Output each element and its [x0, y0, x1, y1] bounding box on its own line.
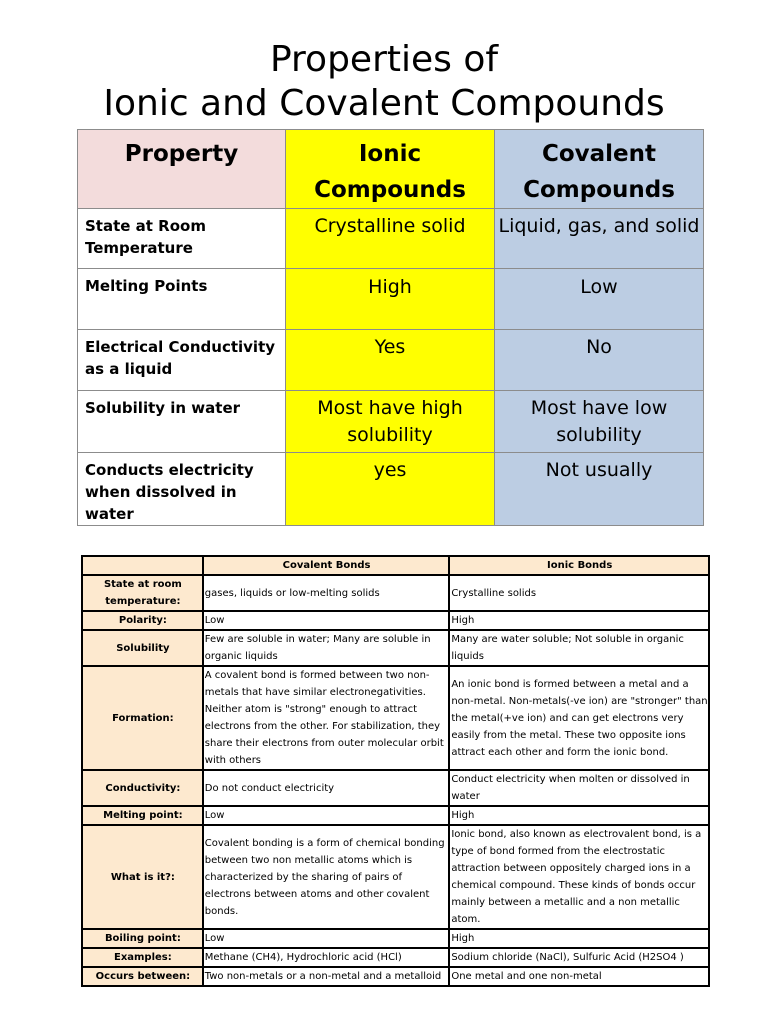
ionic-cell: Ionic bond, also known as electrovalent bond, is a type of bond formed from the electrostatic attraction between oppositely charged ions in a chemical compound. These kinds of bonds occur mainly between a metallic and a non metallic atom.: [449, 825, 709, 929]
header-covalent-line-2: Compounds: [523, 177, 675, 203]
row-label: Polarity:: [82, 611, 203, 630]
table-row: [82, 575, 709, 611]
covalent-cell: Low: [495, 269, 704, 330]
covalent-cell: Liquid, gas, and solid: [495, 209, 704, 269]
ionic-cell: Sodium chloride (NaCl), Sulfuric Acid (H2SO4 ): [449, 948, 709, 967]
table-row: [82, 611, 709, 630]
row-label: What is it?:: [82, 825, 203, 929]
property-cell: Melting Points: [78, 269, 286, 330]
header-covalent-line-1: Covalent: [541, 141, 657, 167]
table-row: [82, 630, 709, 666]
header-covalent-bonds: Covalent Bonds: [203, 556, 450, 575]
bonds-header-row: [82, 556, 709, 575]
covalent-cell: gases, liquids or low-melting solids: [203, 575, 450, 611]
covalent-cell: Do not conduct electricity: [203, 770, 450, 806]
ionic-cell: High: [449, 611, 709, 630]
bonds-table: [81, 555, 710, 987]
header-ionic-line-2: Compounds: [314, 177, 466, 203]
covalent-cell: Low: [203, 611, 450, 630]
table-row: [78, 330, 704, 391]
ionic-cell: Crystalline solid: [286, 209, 495, 269]
property-cell: Conducts electricity when dissolved in water: [78, 453, 286, 526]
title-line-2: Ionic and Covalent Compounds: [103, 83, 665, 124]
properties-table: [77, 129, 704, 526]
covalent-cell: Low: [203, 929, 450, 948]
covalent-cell: Methane (CH4), Hydrochloric acid (HCl): [203, 948, 450, 967]
ionic-cell: Conduct electricity when molten or dissolved in water: [449, 770, 709, 806]
covalent-cell: Few are soluble in water; Many are soluble in organic liquids: [203, 630, 450, 666]
page-title: [0, 38, 768, 126]
property-cell: Electrical Conductivity as a liquid: [78, 330, 286, 391]
covalent-cell: Most have low solubility: [495, 391, 704, 453]
header-blank: [82, 556, 203, 575]
row-label: Boiling point:: [82, 929, 203, 948]
header-ionic-compounds: [286, 130, 495, 209]
ionic-cell: High: [449, 806, 709, 825]
header-property: Property: [78, 130, 286, 209]
covalent-cell: Covalent bonding is a form of chemical bonding between two non metallic atoms which is characterized by the sharing of pairs of electrons between atoms and other covalent bonds.: [203, 825, 450, 929]
table-row: [78, 269, 704, 330]
ionic-cell: Crystalline solids: [449, 575, 709, 611]
row-label: Occurs between:: [82, 967, 203, 986]
table-row: [82, 948, 709, 967]
row-label: State at room temperature:: [82, 575, 203, 611]
table-row: [78, 453, 704, 526]
ionic-cell: One metal and one non-metal: [449, 967, 709, 986]
covalent-cell: Not usually: [495, 453, 704, 526]
row-label: Conductivity:: [82, 770, 203, 806]
table-row: [82, 806, 709, 825]
table-row: [78, 209, 704, 269]
row-label: Formation:: [82, 666, 203, 770]
table-row: [82, 967, 709, 986]
row-label: Melting point:: [82, 806, 203, 825]
ionic-cell: Yes: [286, 330, 495, 391]
ionic-cell: An ionic bond is formed between a metal and a non-metal. Non-metals(-ve ion) are "stronger" than the metal(+ve ion) and can get electrons very easily from the metal. These two opposite ions attract each other and form the ionic bond.: [449, 666, 709, 770]
property-cell: State at Room Temperature: [78, 209, 286, 269]
row-label: Solubility: [82, 630, 203, 666]
properties-header-row: [78, 130, 704, 209]
property-cell: Solubility in water: [78, 391, 286, 453]
title-line-1: Properties of: [269, 39, 499, 80]
covalent-cell: A covalent bond is formed between two non-metals that have similar electronegativities. Neither atom is "strong" enough to attract electrons from the other. For stabilization, they share their electrons from outer molecular orbit with others: [203, 666, 450, 770]
table-row: [82, 825, 709, 929]
table-row: [78, 391, 704, 453]
ionic-cell: Many are water soluble; Not soluble in organic liquids: [449, 630, 709, 666]
ionic-cell: Most have high solubility: [286, 391, 495, 453]
table-row: [82, 929, 709, 948]
table-row: [82, 770, 709, 806]
header-covalent-compounds: [495, 130, 704, 209]
table-row: [82, 666, 709, 770]
ionic-cell: yes: [286, 453, 495, 526]
covalent-cell: Two non-metals or a non-metal and a metalloid: [203, 967, 450, 986]
ionic-cell: High: [449, 929, 709, 948]
covalent-cell: Low: [203, 806, 450, 825]
covalent-cell: No: [495, 330, 704, 391]
header-ionic-line-1: Ionic: [358, 141, 422, 167]
header-ionic-bonds: Ionic Bonds: [449, 556, 709, 575]
ionic-cell: High: [286, 269, 495, 330]
row-label: Examples:: [82, 948, 203, 967]
